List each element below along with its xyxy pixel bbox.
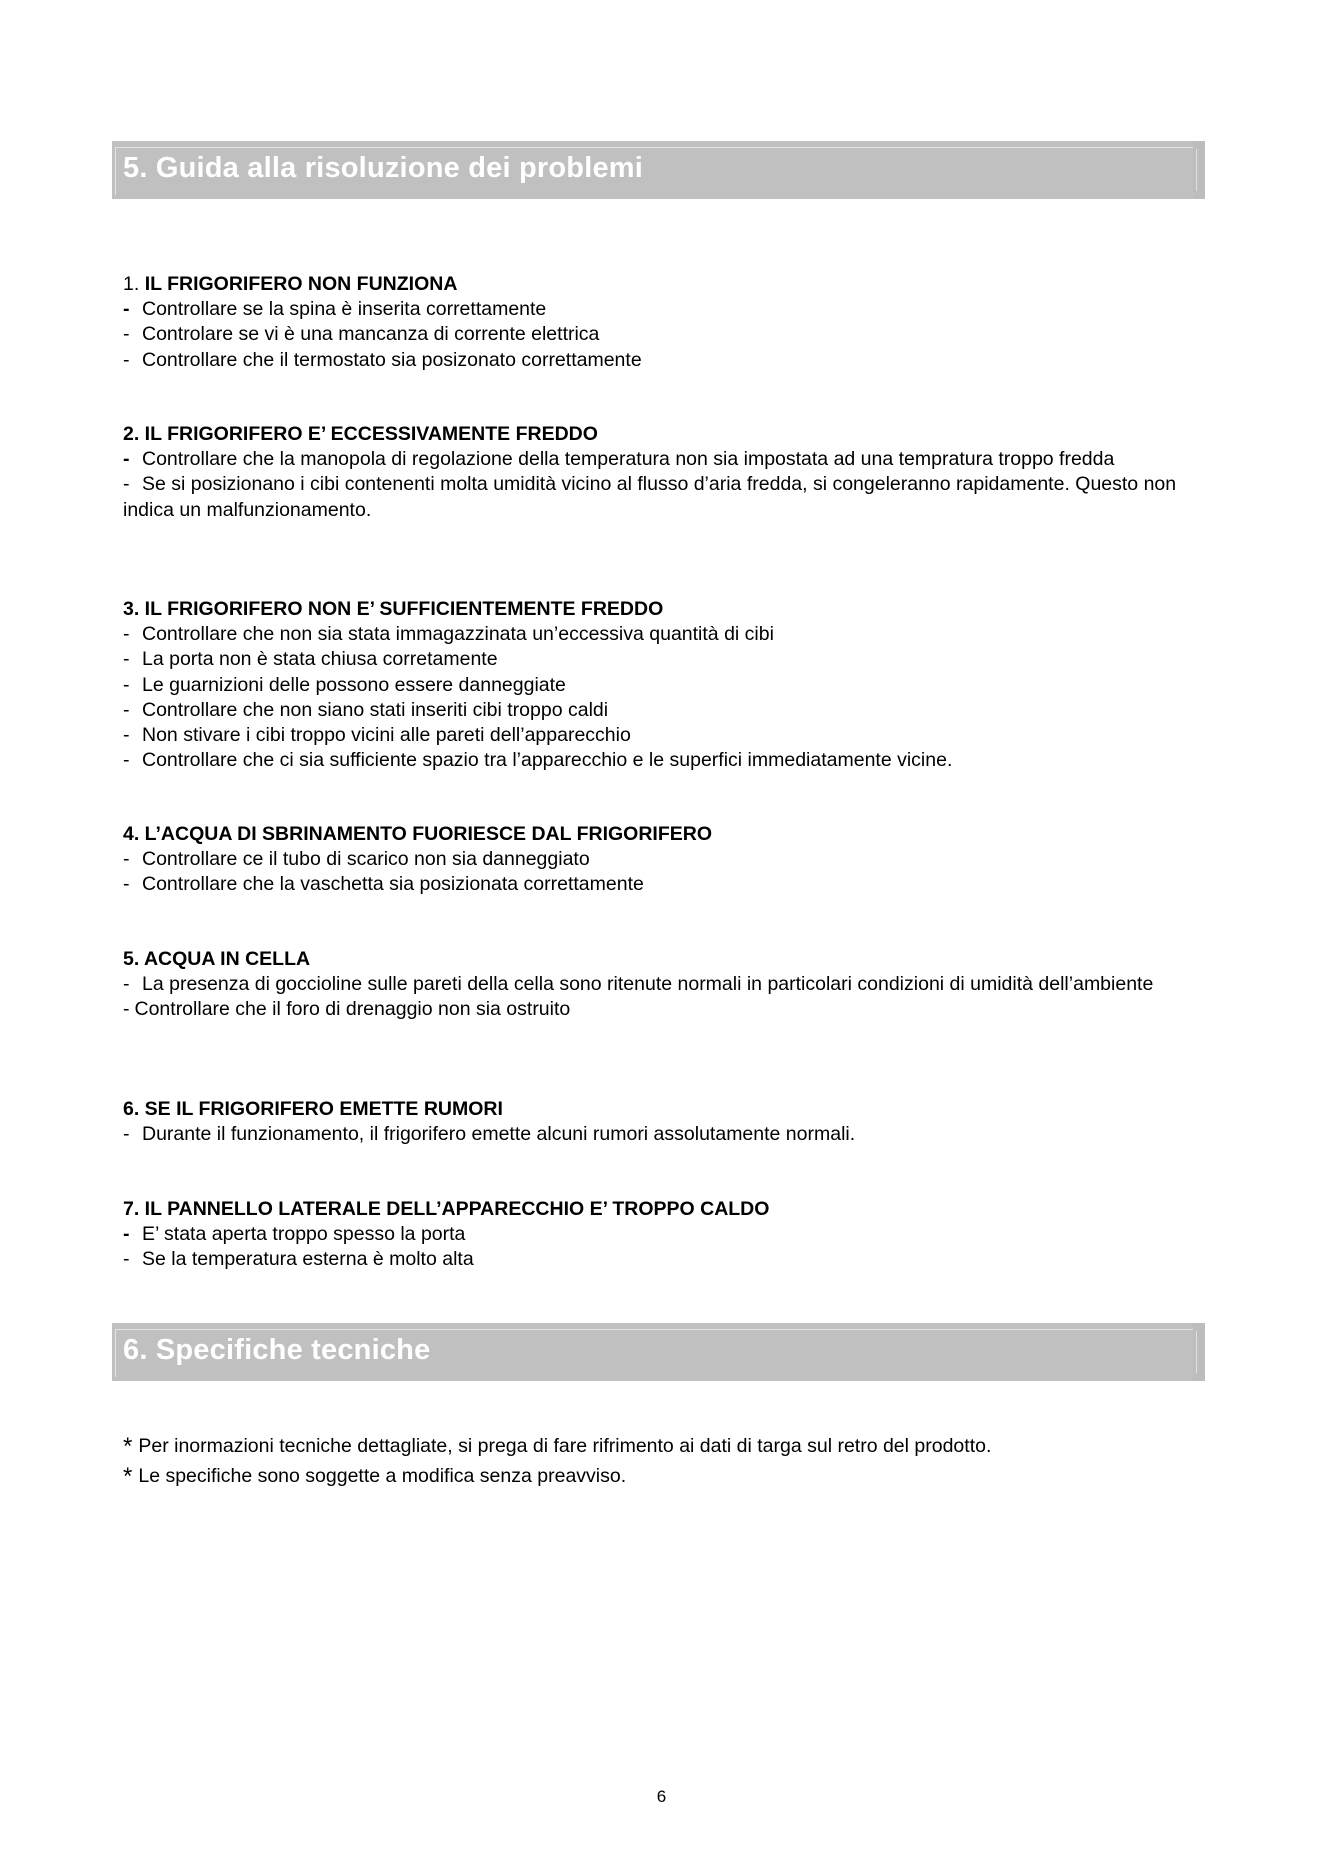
problem-1-title: IL FRIGORIFERO NON FUNZIONA xyxy=(144,273,458,295)
list-item: - Controllare se la spina è inserita correttamente xyxy=(123,298,547,321)
list-item: - Controllare che non siano stati inseriti cibi troppo caldi xyxy=(123,698,609,721)
list-item: - Non stivare i cibi troppo vicini alle pareti dell’apparecchio xyxy=(123,724,631,747)
spec-note-1 xyxy=(123,1433,991,1461)
problem-5-heading: 5. ACQUA IN CELLA xyxy=(123,948,311,970)
problem-6 xyxy=(123,1097,1193,1147)
list-item: - Controllare ce il tubo di scarico non sia danneggiato xyxy=(123,848,590,871)
list-item: - Se la temperatura esterna è molto alta xyxy=(123,1248,474,1271)
list-item: - Controllare che non sia stata immagazzinata un’eccessiva quantità di cibi xyxy=(123,623,774,646)
problem-2-heading: 2. IL FRIGORIFERO E’ ECCESSIVAMENTE FREDDO xyxy=(123,423,598,445)
list-item: - E’ stata aperta troppo spesso la porta xyxy=(123,1223,466,1246)
list-item: - La porta non è stata chiusa corretamente xyxy=(123,648,498,671)
list-item: - Controllare che il termostato sia posizonato correttamente xyxy=(123,348,642,371)
spec-note-2 xyxy=(123,1463,626,1491)
problem-3-heading: 3. IL FRIGORIFERO NON E’ SUFFICIENTEMENTE FREDDO xyxy=(123,598,664,620)
problem-5 xyxy=(123,947,1193,1023)
spec-note-text: Per inormazioni tecniche dettagliate, si prega di fare rifrimento ai dati di targa sul retro del prodotto. xyxy=(138,1435,992,1457)
list-item: - Controllare che la manopola di regolazione della temperatura non sia impostata ad una tempratura troppo fredda xyxy=(123,448,1115,471)
problem-1-heading xyxy=(123,272,1193,297)
problem-6-heading: 6. SE IL FRIGORIFERO EMETTE RUMORI xyxy=(123,1098,503,1120)
section-5-banner xyxy=(112,141,1205,199)
list-item: - Controllare che la vaschetta sia posizionata correttamente xyxy=(123,873,644,896)
problem-1-number: 1. xyxy=(123,273,140,295)
problem-7 xyxy=(123,1197,1193,1273)
spec-note-text: Le specifiche sono soggette a modifica senza preavviso. xyxy=(138,1465,627,1487)
problem-4 xyxy=(123,822,1193,898)
list-item: - Se si posizionano i cibi contenenti molta umidità vicino al flusso d’aria fredda, si congeleranno rapidamente. Questo non indica un malfunzionamento. xyxy=(123,473,1177,521)
asterisk-icon: * xyxy=(123,1463,133,1490)
problem-7-heading: 7. IL PANNELLO LATERALE DELL’APPARECCHIO E’ TROPPO CALDO xyxy=(123,1198,770,1220)
problem-4-heading: 4. L’ACQUA DI SBRINAMENTO FUORIESCE DAL FRIGORIFERO xyxy=(123,823,713,845)
list-item: - Durante il funzionamento, il frigorifero emette alcuni rumori assolutamente normali. xyxy=(123,1123,856,1146)
list-item: - La presenza di goccioline sulle pareti della cella sono ritenute normali in particolari condizioni di umidità dell’ambiente xyxy=(123,973,1154,996)
section-6-title: 6. Specifiche tecniche xyxy=(123,1334,431,1366)
list-item: - Le guarnizioni delle possono essere danneggiate xyxy=(123,673,566,696)
problem-2 xyxy=(123,422,1193,523)
list-item: - Controlare se vi è una mancanza di corrente elettrica xyxy=(123,323,600,346)
section-5-title: 5. Guida alla risoluzione dei problemi xyxy=(123,152,644,184)
asterisk-icon: * xyxy=(123,1433,133,1460)
page-number: 6 xyxy=(656,1787,667,1806)
section-6-banner xyxy=(112,1323,1205,1381)
problem-3 xyxy=(123,597,1193,773)
list-item: - Controllare che ci sia sufficiente spazio tra l’apparecchio e le superfici immediatamente vicine. xyxy=(123,749,953,772)
problem-1 xyxy=(123,272,1193,373)
list-item: - Controllare che il foro di drenaggio non sia ostruito xyxy=(123,998,571,1021)
